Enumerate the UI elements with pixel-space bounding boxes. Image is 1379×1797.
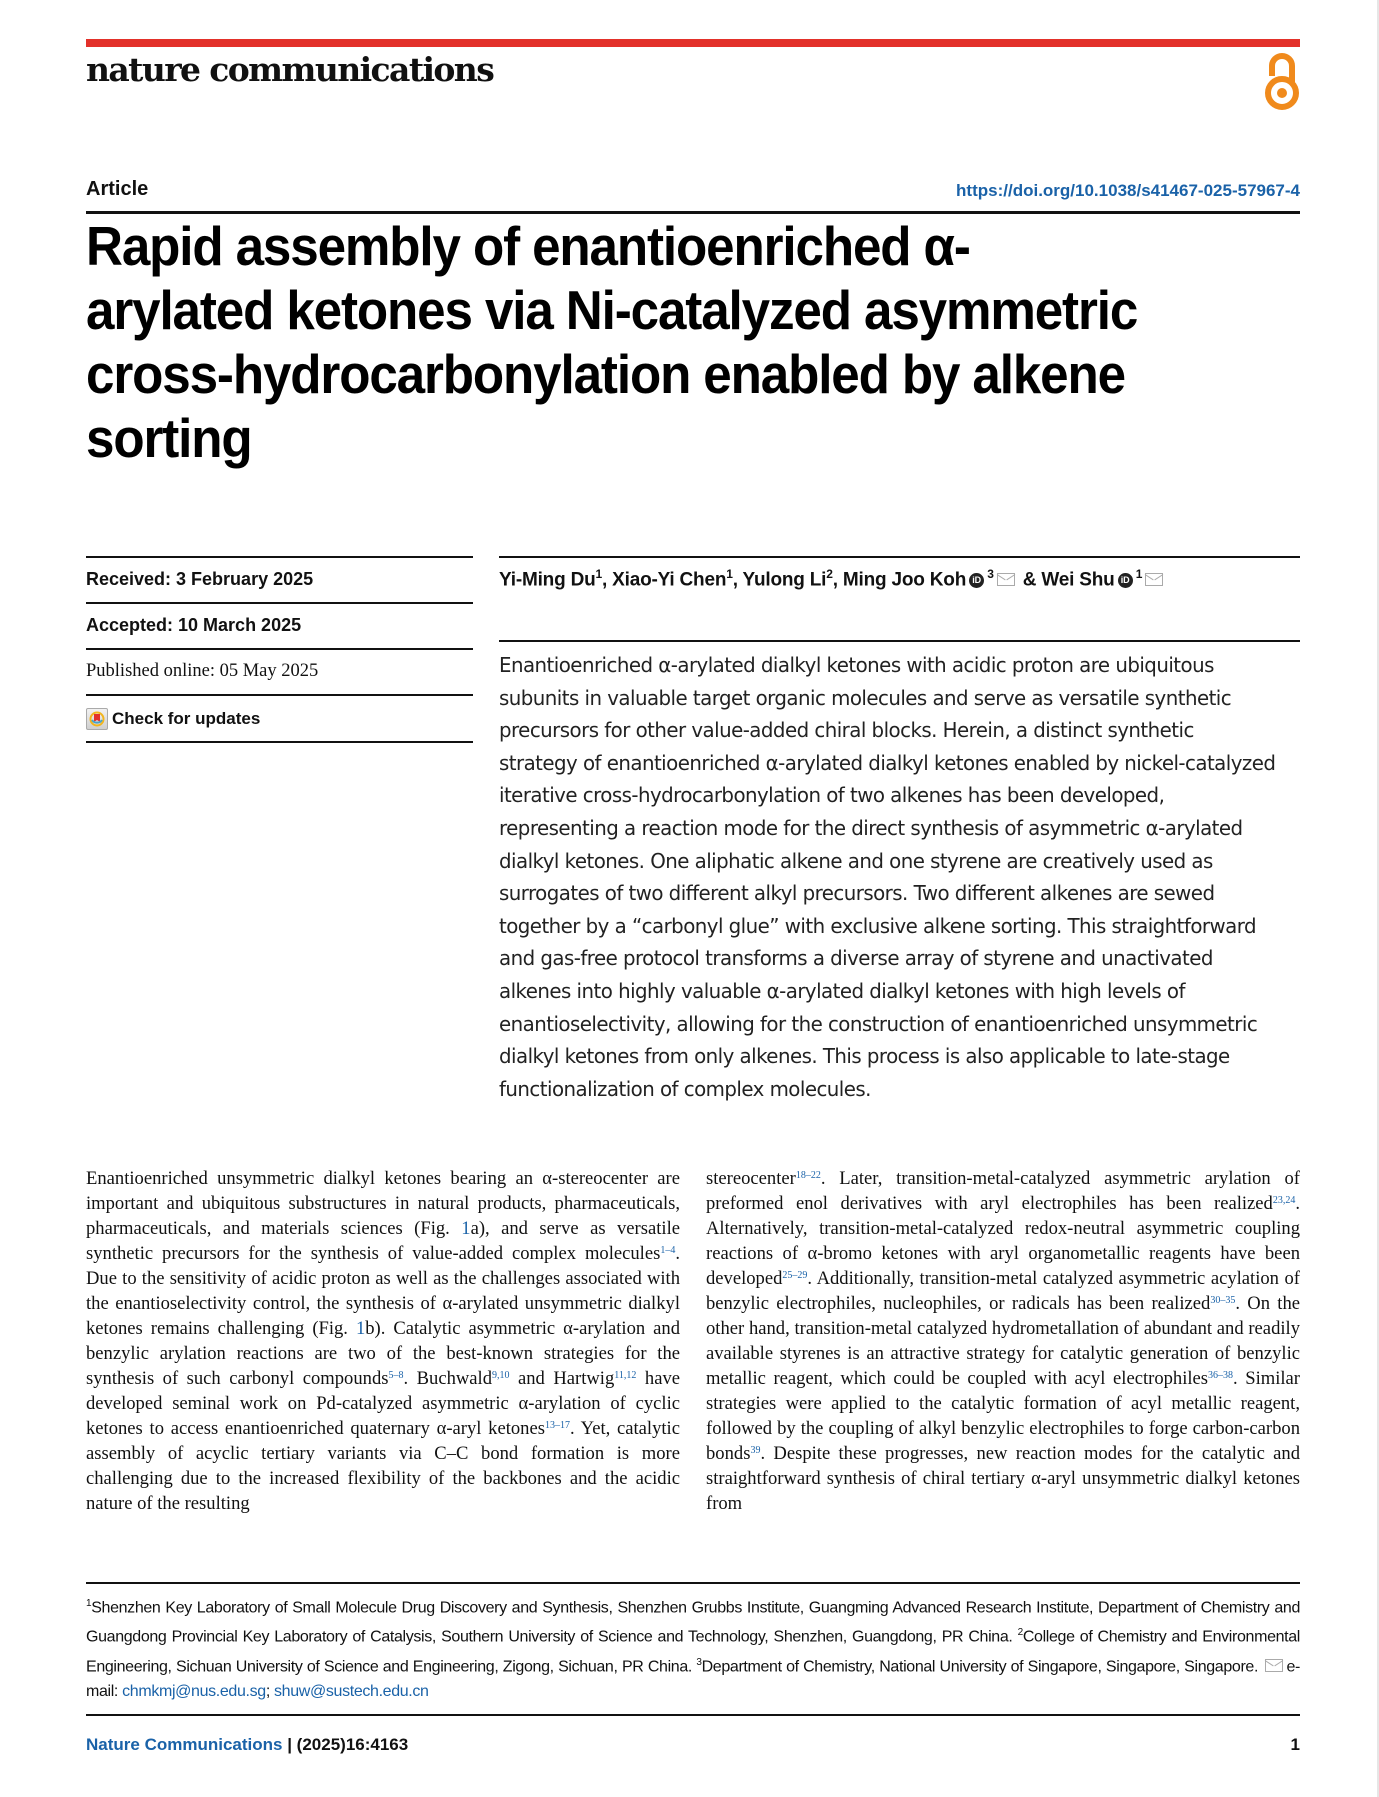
affiliation-superscript: 1	[726, 567, 733, 581]
body-text: . Despite these progresses, new reaction modes for the catalytic and straightforward synthesis of chiral tertiary α-aryl unsymmetric dialkyl ketones from	[706, 1443, 1300, 1514]
email-icon[interactable]	[1145, 573, 1163, 586]
footer-volume: | (2025)16:4163	[282, 1735, 409, 1754]
journal-logo[interactable]: nature communications	[86, 50, 494, 89]
body-text: and Hartwig	[509, 1368, 615, 1389]
email-link-shu[interactable]: shuw@sustech.edu.cn	[274, 1682, 429, 1700]
footer-citation	[86, 1735, 408, 1755]
citation-ref[interactable]: 36–38	[1208, 1370, 1234, 1381]
body-text: . On the other hand, transition-metal catalyzed hydrometallation of abundant and readily available styrenes is an attractive strategy for catalytic generation of benzylic metallic reagent, which could be coupled with acyl electrophiles	[706, 1293, 1301, 1389]
open-access-lock-icon	[1262, 52, 1302, 112]
figure-ref-link[interactable]: 1	[355, 1318, 366, 1339]
body-text: . Buchwald	[403, 1368, 493, 1389]
published-date: Published online: 05 May 2025	[86, 661, 319, 681]
author-list	[499, 567, 1166, 591]
author-name[interactable]: Wei Shu	[1041, 569, 1115, 591]
affiliation-number: 1	[86, 1598, 92, 1609]
body-column-right	[706, 1166, 1300, 1516]
author-separator: ,	[732, 569, 743, 591]
affiliation-superscript: 1	[1132, 567, 1143, 581]
affiliation-number: 2	[1017, 1627, 1023, 1639]
citation-ref[interactable]: 30–35	[1210, 1295, 1236, 1306]
author-name[interactable]: Ming Joo Koh	[842, 569, 967, 591]
citation-ref[interactable]: 23,24	[1272, 1195, 1296, 1206]
body-text: have developed seminal work on Pd-catalyzed asymmetric α-arylation of cyclic ketones to access enantioenriched quaternary α-aryl ketones	[86, 1368, 680, 1439]
author-separator: &	[1017, 569, 1042, 591]
meta-divider	[86, 648, 473, 650]
journal-accent-bar	[86, 39, 1300, 47]
citation-ref[interactable]: 9,10	[492, 1370, 510, 1381]
affiliation-3: Department of Chemistry, National University of Singapore, Singapore, Singapore.	[701, 1657, 1263, 1675]
affiliations	[86, 1591, 1300, 1704]
body-text: . Later, transition-metal-catalyzed asymmetric arylation of preformed enol derivatives with aryl electrophiles has been realized	[706, 1168, 1300, 1214]
footer-journal-link[interactable]: Nature Communications	[86, 1735, 283, 1754]
accepted-date: Accepted: 10 March 2025	[86, 615, 302, 635]
citation-ref[interactable]: 1–4	[660, 1245, 676, 1256]
doi-link[interactable]: https://doi.org/10.1038/s41467-025-57967-4	[956, 181, 1300, 200]
abstract-divider	[499, 640, 1300, 642]
body-text: a), and serve as versatile synthetic precursors for the synthesis of value-added complex molecules	[86, 1218, 680, 1264]
body-column-left	[86, 1166, 680, 1516]
body-text: . Similar strategies were applied to the catalytic formation of acyl metallic reagent, followed by the coupling of alkyl benzylic electrophiles to forge carbon-carbon bonds	[706, 1368, 1301, 1464]
author-name[interactable]: Xiao-Yi Chen	[612, 569, 727, 591]
meta-divider	[86, 741, 473, 743]
footer-divider	[86, 1714, 1300, 1716]
meta-divider	[86, 602, 473, 604]
orcid-icon[interactable]: iD	[969, 573, 984, 588]
check-for-updates-button[interactable]	[86, 708, 260, 730]
orcid-icon[interactable]: iD	[1118, 573, 1133, 588]
citation-ref[interactable]: 11,12	[614, 1370, 637, 1381]
body-text: b). Catalytic asymmetric α-arylation and benzylic arylation reactions are two of the best-known strategies for the synthesis of such carbonyl compounds	[86, 1318, 680, 1389]
affiliation-number: 3	[696, 1656, 702, 1668]
article-type-label: Article	[86, 178, 149, 200]
citation-ref[interactable]: 39	[750, 1445, 761, 1456]
affiliation-superscript: 1	[595, 567, 602, 581]
affiliation-1: Shenzhen Key Laboratory of Small Molecule Drug Discovery and Synthesis, Shenzhen Grubbs Institute, Guangming Advanced Research Institute, Department of Chemistry and Guangdong Provincial Key Laboratory of Catalysis, Southern University of Science and Technology, Shenzhen, Guangdong, PR China.	[86, 1599, 1300, 1646]
author-separator: ,	[832, 569, 843, 591]
affiliation-superscript: 3	[984, 567, 994, 581]
email-icon	[1265, 1659, 1283, 1672]
check-for-updates-label: Check for updates	[112, 709, 261, 728]
body-text: . Due to the sensitivity of acidic proton as well as the challenges associated with the enantioselectivity control, the synthesis of α-arylated unsymmetric dialkyl ketones remains challenging (Fig.	[86, 1243, 680, 1339]
figure-ref-link[interactable]: 1	[461, 1218, 471, 1239]
body-text: Enantioenriched unsymmetric dialkyl ketones bearing an α-stereocenter are important and ubiquitous substructures in natural products, pharmaceuticals, pharmaceuticals, and materials sciences (Fig.	[86, 1168, 680, 1239]
body-text: . Additionally, transition-metal catalyzed asymmetric acylation of benzylic electrophiles, nucleophiles, or radicals has been realized	[706, 1268, 1300, 1314]
citation-ref[interactable]: 25–29	[782, 1270, 808, 1281]
citation-ref[interactable]: 18–22	[795, 1170, 821, 1181]
body-text: . Yet, catalytic assembly of acyclic tertiary variants via C–C bond formation is more challenging due to the increased flexibility of the backbones and the acidic nature of the resulting	[86, 1418, 680, 1514]
email-label: e-mail:	[86, 1657, 1300, 1700]
received-date: Received: 3 February 2025	[86, 569, 314, 589]
citation-ref[interactable]: 5–8	[388, 1370, 404, 1381]
affiliation-2: College of Chemistry and Environmental Engineering, Sichuan University of Science and Engineering, Zigong, Sichuan, PR China.	[86, 1628, 1301, 1675]
affiliation-superscript: 2	[826, 567, 833, 581]
authors-divider	[499, 556, 1300, 558]
article-title: Rapid assembly of enantioenriched α-arylated ketones via Ni-catalyzed asymmetric cross-hydrocarbonylation enabled by alkene sorting	[86, 215, 1138, 469]
author-name[interactable]: Yulong Li	[742, 569, 827, 591]
page-number: 1	[1290, 1735, 1300, 1754]
crossmark-icon	[86, 708, 108, 730]
email-separator: ;	[265, 1682, 275, 1700]
meta-divider	[86, 556, 473, 558]
email-icon[interactable]	[997, 573, 1015, 586]
check-updates-row	[86, 708, 473, 732]
abstract: Enantioenriched α-arylated dialkyl ketones with acidic proton are ubiquitous subunits in valuable target organic molecules and serve as versatile synthetic precursors for other value-added chiral blocks. Herein, a distinct synthetic strategy of enantioenriched α-arylated dialkyl ketones enabled by nickel-catalyzed iterative cross-hydrocarbonylation of two alkenes has been developed, representing a reaction mode for the direct synthesis of asymmetric α-arylated dialkyl ketones. One aliphatic alkene and one styrene are creatively used as surrogates of two different alkyl precursors. Two different alkenes are sewed together by a “carbonyl glue” with exclusive alkene sorting. This straightforward and gas-free protocol transforms a diverse array of styrene and unactivated alkenes into highly valuable α-arylated dialkyl ketones with high levels of enantioselectivity, allowing for the construction of enantioenriched unsymmetric dialkyl ketones from only alkenes. This process is also applicable to late-stage functionalization of complex molecules.	[499, 653, 1276, 1101]
body-text: . Alternatively, transition-metal-catalyzed redox-neutral asymmetric coupling reactions of α-bromo ketones with aryl organometallic reagents have been developed	[706, 1193, 1300, 1289]
email-link-koh[interactable]: chmkmj@nus.edu.sg	[122, 1682, 266, 1700]
footnote-divider	[86, 1582, 1300, 1584]
meta-divider	[86, 694, 473, 696]
author-separator: ,	[601, 569, 613, 591]
author-name[interactable]: Yi-Ming Du	[499, 569, 596, 591]
citation-ref[interactable]: 13–17	[544, 1420, 570, 1431]
body-text: stereocenter	[706, 1168, 796, 1189]
